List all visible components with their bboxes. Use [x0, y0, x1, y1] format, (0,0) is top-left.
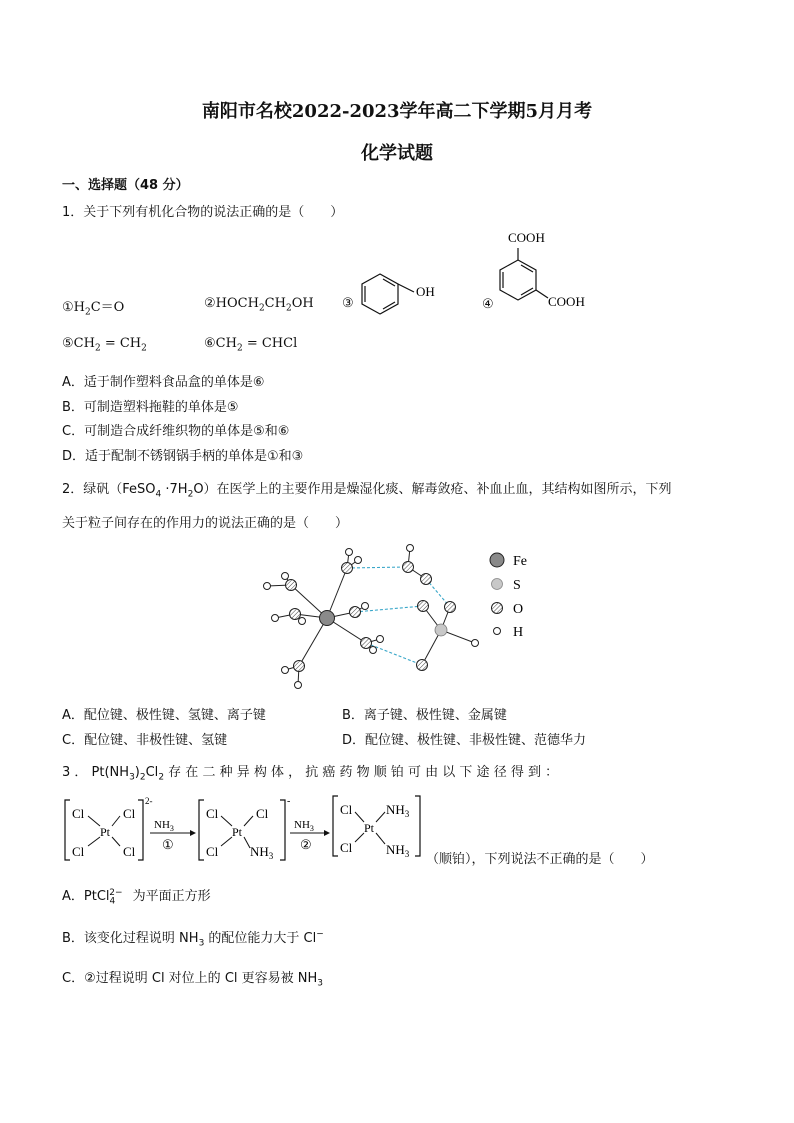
svg-text:Cl: Cl	[256, 806, 269, 821]
svg-text:Pt: Pt	[100, 825, 111, 839]
cisplatin-reaction-scheme	[62, 792, 432, 872]
legend-h-marker	[494, 628, 501, 635]
page-subtitle: 化学试题	[361, 143, 433, 164]
svg-text:NH3: $NH_3$	[250, 844, 274, 861]
legend-s-label: S	[513, 578, 521, 593]
svg-text:NH3: $NH_3$	[386, 842, 410, 859]
q3-stem: 3 ． $Pt(NH_3)_2Cl_2$ 存 在 二 种 异 构 体 ， 抗 癌 药 物 顺 铂 可 由 以 下 途 径 得 到 ：	[62, 765, 559, 783]
q3-option-c: C．②过程说明 Cl 对位上的 Cl 更容易被 $NH_3$	[62, 971, 324, 989]
arrow-2-reagent: $NH_3$	[294, 819, 314, 833]
q2-stem-line2: 关于粒子间存在的作用力的说法正确的是（ ）	[62, 516, 349, 531]
svg-text:Cl: Cl	[340, 840, 353, 855]
q1-compound-4-number: ④	[482, 297, 494, 312]
q2-option-a: A．配位键、极性键、氢键、离子键	[62, 708, 266, 723]
legend-s-marker	[492, 579, 503, 590]
q1-option-c: C．可制造合成纤维织物的单体是⑤和⑥	[62, 424, 290, 439]
svg-text:Cl: Cl	[340, 802, 353, 817]
structure-legend	[485, 548, 545, 640]
arrow-1-reagent: $NH_3$	[154, 819, 174, 833]
q1-option-b: B．可制造塑料拖鞋的单体是⑤	[62, 400, 239, 415]
q2-stem-line1: 2．绿矾（FeSO$_4$ $\cdot 7H_2O$）在医学上的主要作用是燥湿化痰、解毒敛疮、补血止血，其结构如图所示，下列	[62, 482, 672, 500]
svg-text:Cl: Cl	[72, 844, 85, 859]
svg-text:-: -	[287, 796, 291, 807]
legend-fe-marker	[490, 553, 504, 567]
q1-stem: 1．关于下列有机化合物的说法正确的是（ ）	[62, 205, 344, 220]
svg-text:Cl: Cl	[72, 806, 85, 821]
phenol-structure	[350, 268, 450, 328]
q1-compound-2: $②HOCH_2CH_2OH$	[204, 296, 314, 314]
cooh-right-label: COOH	[548, 294, 585, 309]
legend-h-label: H	[513, 625, 524, 640]
q1-option-d: D．适于配制不锈钢锅手柄的单体是①和③	[62, 449, 304, 464]
q1-compound-1: $①H_2C=O$	[62, 300, 125, 318]
isophthalic-acid-structure	[494, 228, 604, 318]
q1-compound-5: $⑤CH_2 = CH_2$	[62, 336, 147, 354]
svg-text:①: ①	[162, 837, 174, 852]
section-heading: 一、选择题（48 分）	[62, 178, 189, 193]
svg-text:2-: 2-	[145, 796, 153, 806]
ferrous-sulfate-heptahydrate-structure	[255, 540, 505, 695]
legend-o-label: O	[513, 602, 524, 617]
q1-option-a: A．适于制作塑料食品盒的单体是⑥	[62, 375, 265, 390]
svg-text:Cl: Cl	[206, 844, 219, 859]
q3-option-b: B．该变化过程说明 $NH_3$ 的配位能力大于 Cl−	[62, 929, 324, 949]
svg-text:NH3: $NH_3$	[386, 802, 410, 819]
cooh-top-label: COOH	[508, 230, 545, 245]
legend-fe-label: Fe	[513, 554, 527, 569]
q2-option-d: D．配位键、极性键、非极性键、范德华力	[342, 733, 587, 748]
q3-stem-tail: （顺铂），下列说法不正确的是（ ）	[426, 852, 654, 867]
svg-text:Cl: Cl	[206, 806, 219, 821]
q3-option-a: A．PtCl$_4^{2-}$ 为平面正方形	[62, 887, 211, 907]
svg-text:Pt: Pt	[364, 821, 375, 835]
q1-compound-6: $⑥CH_2$ = CHCl	[204, 336, 298, 354]
q2-option-b: B．离子键、极性键、金属键	[342, 708, 507, 723]
legend-o-marker	[492, 603, 503, 614]
q2-option-c: C．配位键、非极性键、氢键	[62, 733, 228, 748]
page-title: 南阳市名校2022-2023学年高二下学期5月月考	[201, 101, 593, 122]
q1-compound-3-number: ③	[342, 296, 354, 311]
phenol-oh-label: OH	[416, 284, 435, 299]
svg-text:Cl: Cl	[123, 806, 136, 821]
svg-text:Cl: Cl	[123, 844, 136, 859]
svg-text:②: ②	[300, 837, 312, 852]
svg-text:Pt: Pt	[232, 825, 243, 839]
